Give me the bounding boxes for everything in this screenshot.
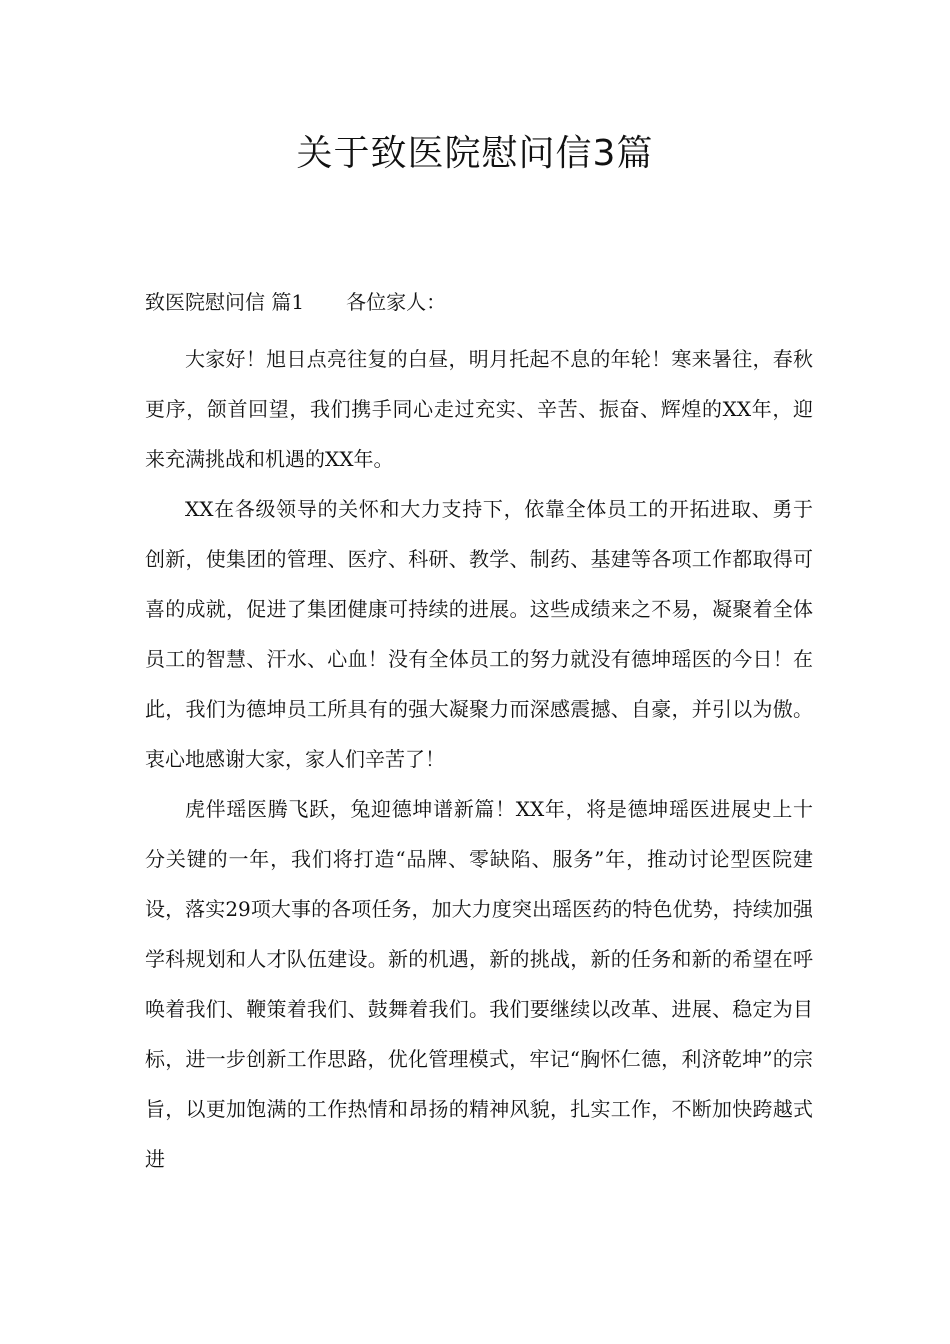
salutation: 各位家人： [346,290,447,314]
section-label: 致医院慰问信 篇1 [145,290,305,314]
paragraph: 虎伴瑶医腾飞跃，兔迎德坤谱新篇！XX年，将是德坤瑶医进展史上十分关键的一年，我们将打造“品牌、零缺陷、服务”年，推动讨论型医院建设，落实29项大事的各项任务，加大力度突出瑶医药的特色优势，持续加强学科规划和人才队伍建设。新的机遇，新的挑战，新的任务和新的希望在呼唤着我们、鞭策着我们、鼓舞着我们。我们要继续以改革、进展、稳定为目标，进一步创新工作思路，优化管理模式，牢记“胸怀仁德，利济乾坤”的宗旨，以更加饱满的工作热情和昂扬的精神风貌，扎实工作，不断加快跨越式进 [145,797,813,1171]
document-title: 关于致医院慰问信3篇 [296,133,654,174]
letter-heading [145,284,446,320]
paragraph: XX在各级领导的关怀和大力支持下，依靠全体员工的开拓进取、勇于创新，使集团的管理、医疗、科研、教学、制药、基建等各项工作都取得可喜的成就，促进了集团健康可持续的进展。这些成绩来之不易，凝聚着全体员工的智慧、汗水、心血！没有全体员工的努力就没有德坤瑶医的今日！在此，我们为德坤员工所具有的强大凝聚力而深感震撼、自豪，并引以为傲。衷心地感谢大家，家人们辛苦了！ [145,497,813,771]
letter-body [145,334,813,1184]
paragraph: 大家好！旭日点亮往复的白昼，明月托起不息的年轮！寒来暑往，春秋更序，颌首回望，我们携手同心走过充实、辛苦、振奋、辉煌的XX年，迎来充满挑战和机遇的XX年。 [145,347,813,471]
